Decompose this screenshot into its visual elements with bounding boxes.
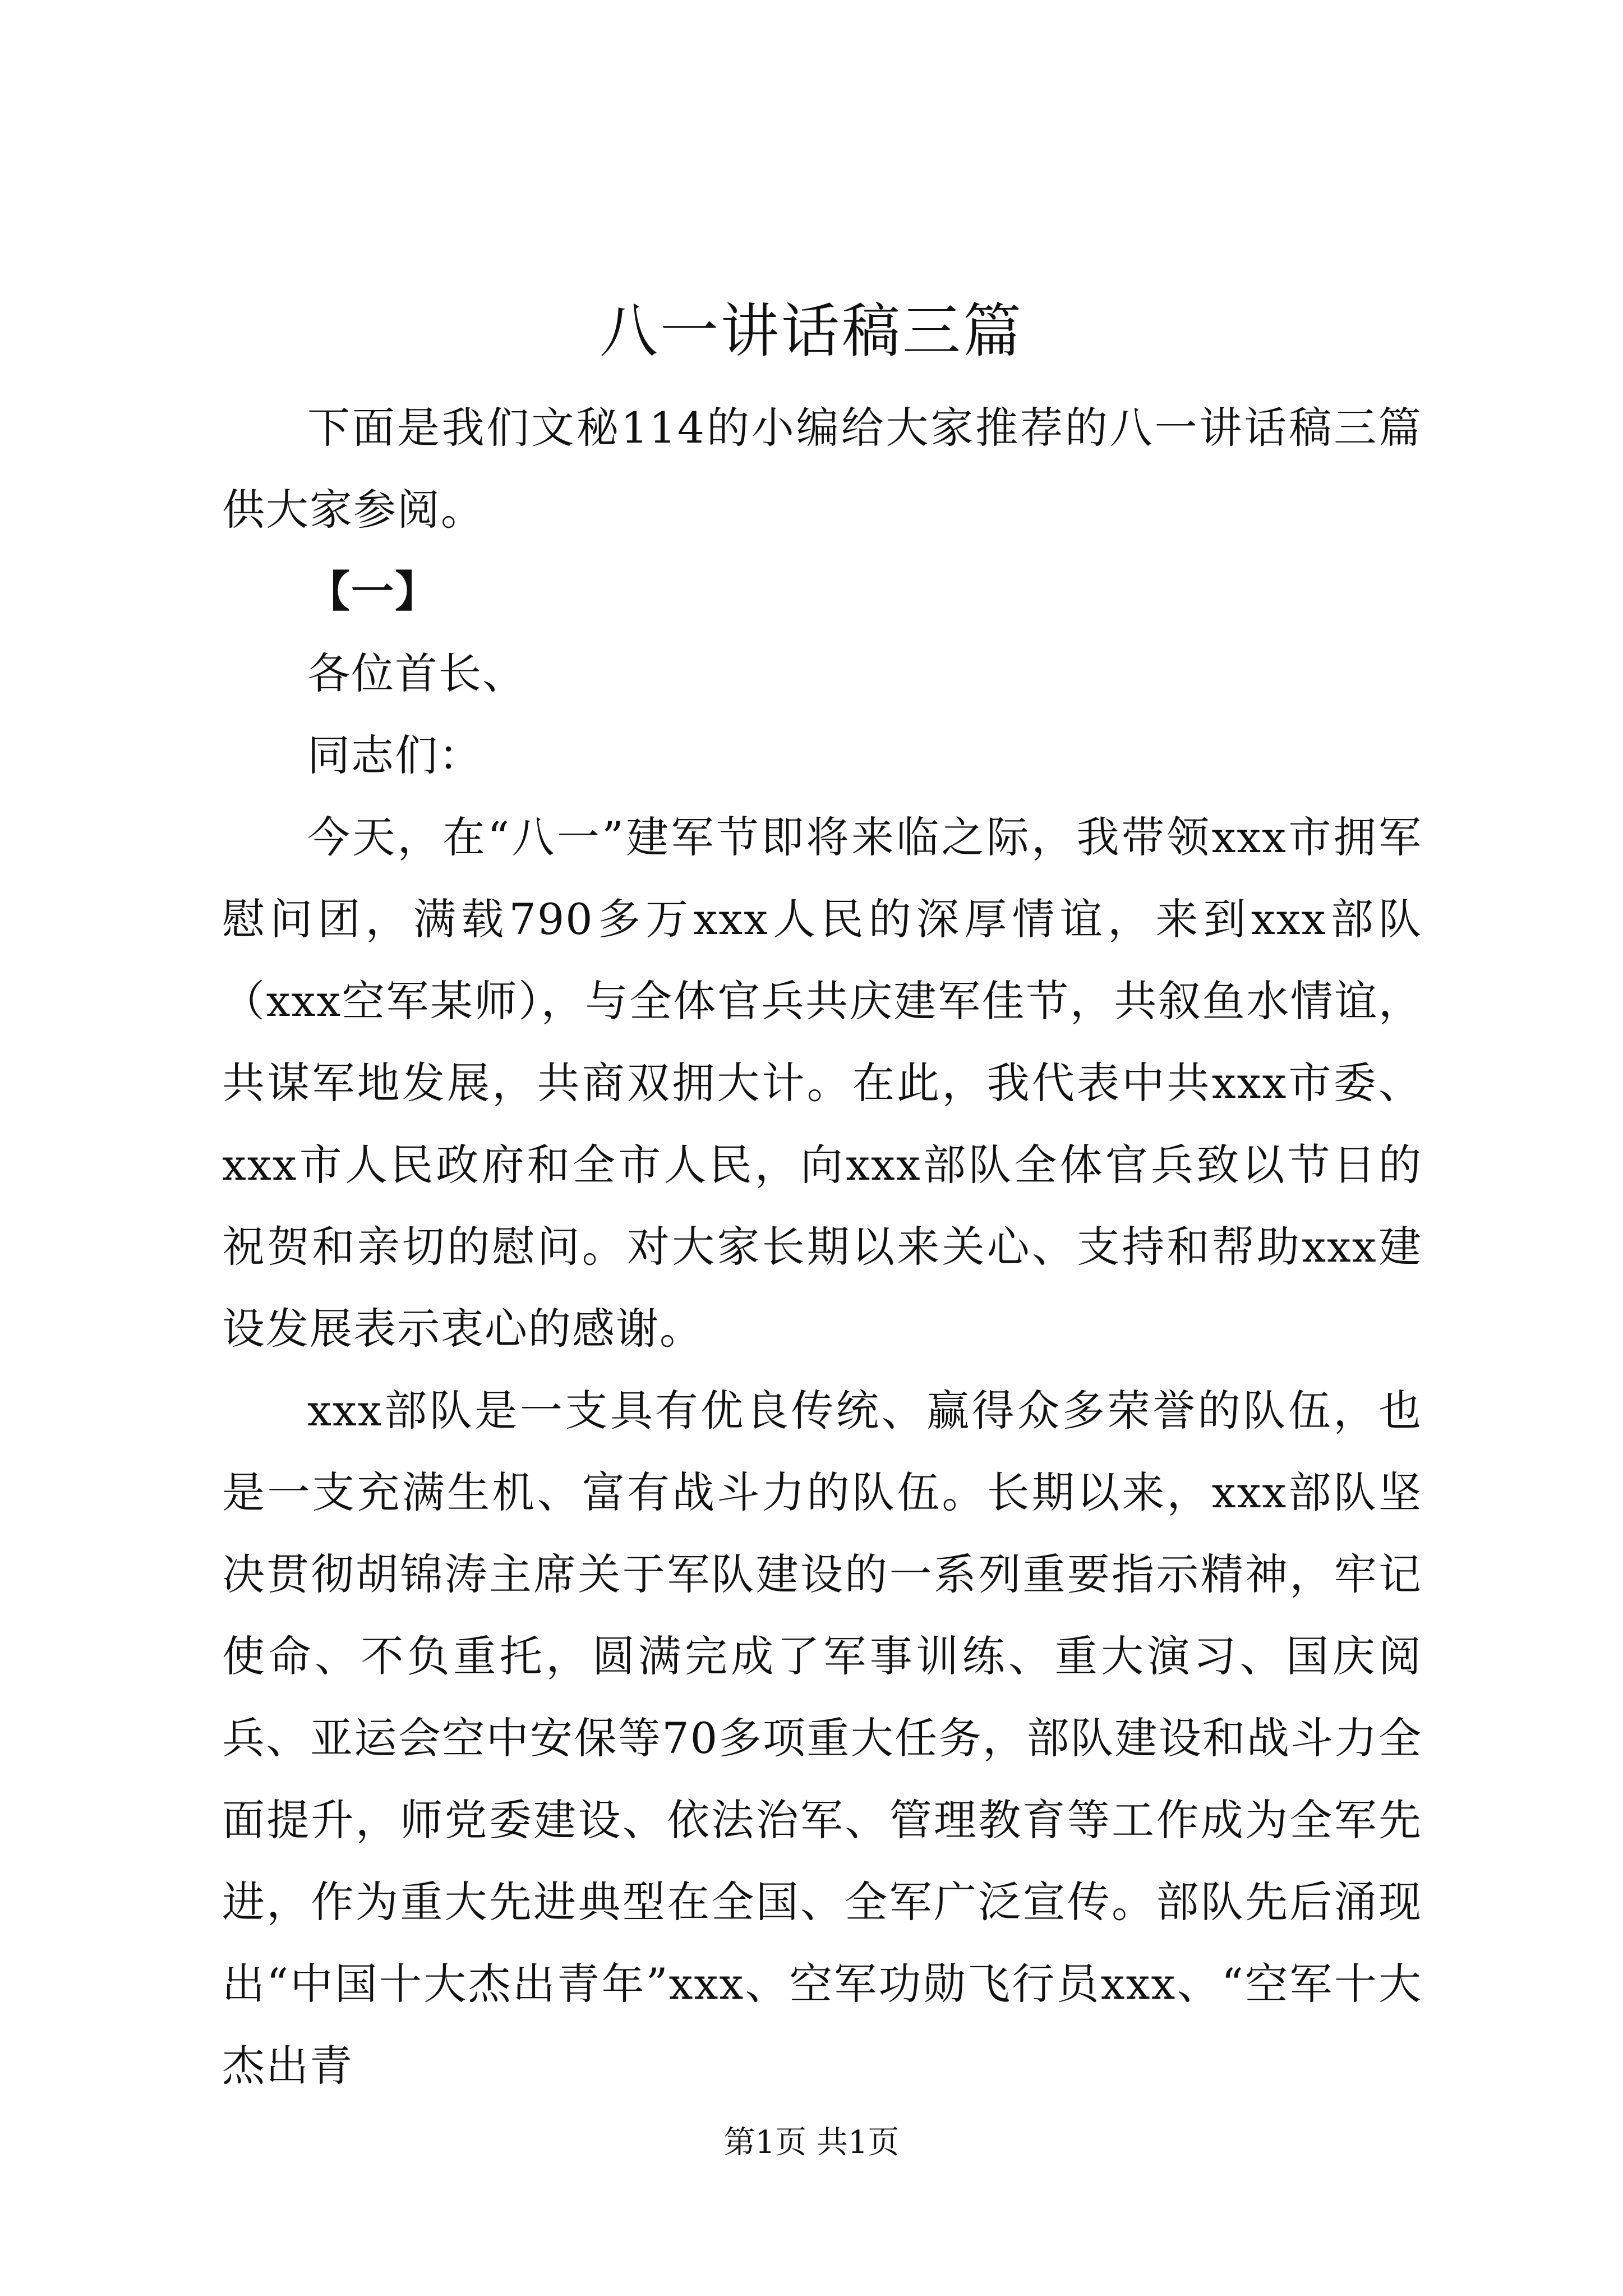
- page-footer: 第1页 共1页: [723, 2124, 900, 2161]
- document-title: 八一讲话稿三篇: [599, 297, 1023, 365]
- intro-paragraph: 下面是我们文秘114的小编给大家推荐的八一讲话稿三篇供大家参阅。: [222, 403, 1422, 535]
- section-heading-one: 【一】: [307, 567, 439, 616]
- document-body: [222, 387, 1422, 2107]
- body-paragraph: xxx部队是一支具有优良传统、赢得众多荣誉的队伍，也是一支充满生机、富有战斗力的队伍。长期以来，xxx部队坚决贯彻胡锦涛主席关于军队建设的一系列重要指示精神，牢记使命、不负重托，圆满完成了军事训练、重大演习、国庆阅兵、亚运会空中安保等70多项重大任务，部队建设和战斗力全面提升，师党委建设、依法治军、管理教育等工作成为全军先进，作为重大先进典型在全国、全军广泛宣传。部队先后涌现出“中国十大杰出青年”xxx、空军功勋飞行员xxx、“空军十大杰出青: [222, 1386, 1422, 2091]
- salutation-line-2: 同志们：: [307, 730, 482, 780]
- body-paragraph: 今天，在“八一”建军节即将来临之际，我带领xxx市拥军慰问团，满载790多万xxx人民的深厚情谊，来到xxx部队（xxx空军某师），与全体官兵共庆建军佳节，共叙鱼水情谊，共谋军地发展，共商双拥大计。在此，我代表中共xxx市委、xxx市人民政府和全市人民，向xxx部队全体官兵致以节日的祝贺和亲切的慰问。对大家长期以来关心、支持和帮助xxx建设发展表示衷心的感谢。: [222, 812, 1422, 1354]
- salutation-line-1: 各位首长、: [307, 648, 526, 698]
